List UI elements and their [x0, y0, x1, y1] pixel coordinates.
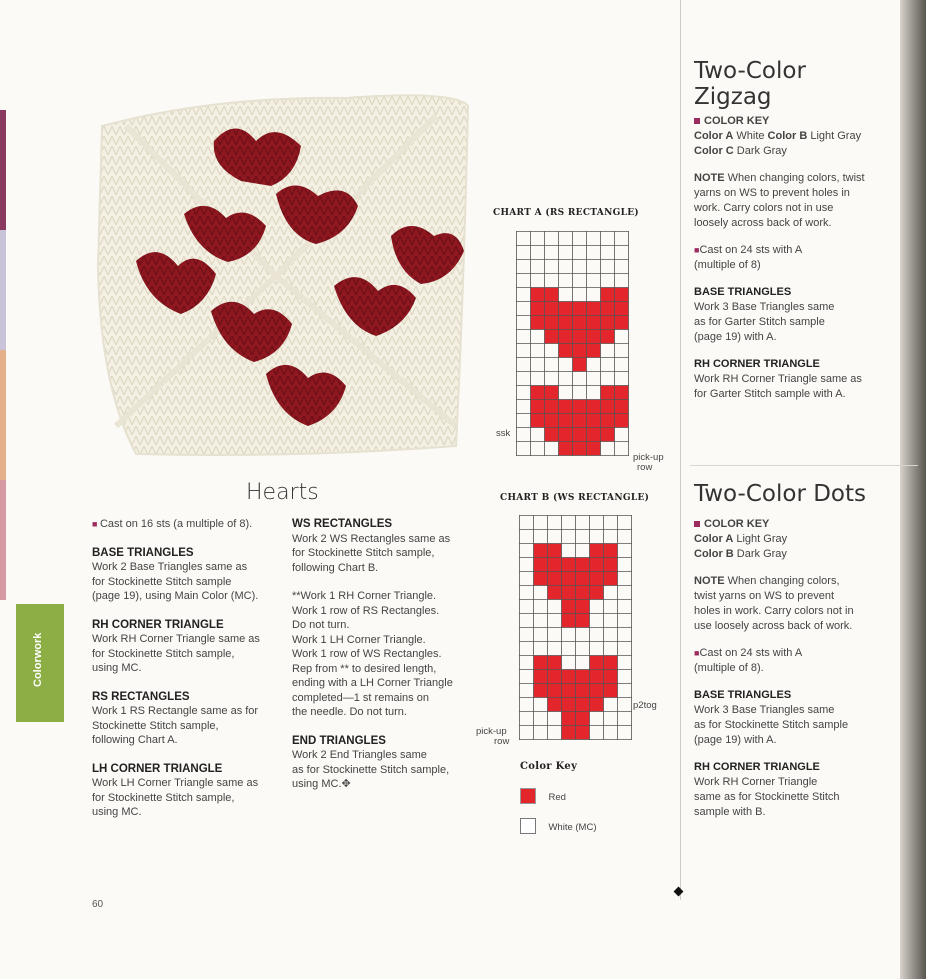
- note-text: When changing colors,: [724, 575, 840, 587]
- chart-red-cell: [534, 656, 548, 670]
- chart-red-cell: [548, 656, 562, 670]
- chart-a-pickup-label: pick-up row: [633, 452, 664, 473]
- chart-red-cell: [534, 544, 548, 558]
- hearts-title: Hearts: [246, 480, 319, 505]
- cast-on-line: [694, 258, 894, 273]
- cast-on-line: [694, 243, 894, 258]
- instruction-line: sample with B.: [694, 806, 766, 818]
- hearts-left-sections: [92, 546, 282, 820]
- instruction-line: for Stockinette Stitch sample,: [92, 791, 235, 804]
- chart-red-cell: [601, 316, 615, 330]
- chart-red-cell: [615, 386, 629, 400]
- chart-red-cell: [534, 670, 548, 684]
- instruction-line: following Chart B.: [292, 561, 379, 574]
- section-heading: BASE TRIANGLES: [92, 546, 194, 559]
- chart-red-cell: [587, 428, 601, 442]
- section-tab-label: Colorwork: [32, 632, 44, 688]
- chart-red-cell: [590, 670, 604, 684]
- instruction-line: Work 3 Base Triangles same: [694, 704, 835, 716]
- chart-red-cell: [534, 572, 548, 586]
- note-text: twist yarns on WS to prevent: [694, 590, 834, 602]
- instruction-line: completed—1 st remains on: [292, 691, 429, 704]
- section-heading: RH CORNER TRIANGLE: [694, 358, 820, 370]
- chart-red-cell: [545, 428, 559, 442]
- chart-red-cell: [559, 400, 573, 414]
- note-line: [694, 201, 894, 216]
- instruction-line: Work 2 WS Rectangles same as: [292, 532, 451, 545]
- instruction-line: Work RH Corner Triangle: [694, 776, 818, 788]
- note-line: [694, 589, 894, 604]
- dots-sections: [694, 688, 894, 820]
- chart-red-cell: [545, 302, 559, 316]
- hearts-right-column: [292, 507, 482, 792]
- chart-b-title: CHART B (WS RECTANGLE): [500, 493, 650, 503]
- instruction-line: Work RH Corner Triangle same as: [694, 373, 862, 385]
- chart-red-cell: [534, 558, 548, 572]
- chart-red-cell: [562, 670, 576, 684]
- chart-red-cell: [615, 288, 629, 302]
- instruction-line: for Stockinette Stitch sample: [92, 575, 232, 588]
- chart-red-cell: [531, 302, 545, 316]
- chart-red-cell: [576, 600, 590, 614]
- chart-b-pickup-label: pick-up row: [476, 726, 510, 747]
- chart-red-cell: [587, 316, 601, 330]
- chart-red-cell: [548, 572, 562, 586]
- chart-red-cell: [587, 442, 601, 456]
- instruction-section: [694, 285, 894, 345]
- chart-red-cell: [587, 330, 601, 344]
- hearts-left-column: [92, 517, 282, 820]
- instruction-line: using MC.: [92, 806, 142, 818]
- chart-red-cell: [615, 302, 629, 316]
- chart-red-cell: [562, 572, 576, 586]
- chart-red-cell: [604, 572, 618, 586]
- chart-red-cell: [601, 302, 615, 316]
- chart-red-cell: [590, 684, 604, 698]
- note-label: NOTE: [694, 172, 725, 184]
- chart-red-cell: [559, 330, 573, 344]
- instruction-line: Work LH Corner Triangle same as: [92, 777, 259, 789]
- chart-red-cell: [604, 684, 618, 698]
- section-heading: WS RECTANGLES: [292, 518, 393, 530]
- chart-red-cell: [590, 572, 604, 586]
- cast-on-text: (multiple of 8): [694, 259, 761, 271]
- note-line: [694, 216, 894, 231]
- dots-cast-on: [694, 646, 894, 676]
- instruction-line: Work 1 row of WS Rectangles.: [292, 648, 442, 660]
- chart-red-cell: [576, 572, 590, 586]
- note-line: [694, 619, 894, 634]
- section-heading: RS RECTANGLES: [92, 690, 190, 703]
- instruction-section: [92, 690, 282, 748]
- instruction-line: using MC.: [92, 662, 142, 674]
- chart-red-cell: [545, 400, 559, 414]
- note-line: [694, 171, 894, 186]
- chart-red-cell: [601, 386, 615, 400]
- edge-bar: [0, 480, 6, 600]
- chart-red-cell: [531, 316, 545, 330]
- page-number: 60: [92, 899, 104, 910]
- chart-red-cell: [573, 428, 587, 442]
- white-swatch: [520, 818, 536, 834]
- chart-red-cell: [545, 386, 559, 400]
- zigzag-cast-on: [694, 243, 894, 273]
- chart-red-cell: [562, 698, 576, 712]
- dots-body: COLOR KEY Color A Light Gray Color B Dark Gray NOTE When changing colors, twist yarns on WS to prevent holes in work. Carry colors not in use loosely across back of work. ■Cast on 24 sts with A (multiple of 8). BASE TRIANGLES Work 3 Base Triangles same as for Stockinette Stitch sample (page 19) with A. RH CORNER TRIANGLE Work RH Corner Triangle same as for Stockinette Stitch sample with B.: [694, 517, 894, 820]
- chart-red-cell: [576, 712, 590, 726]
- column-divider: [680, 0, 681, 900]
- chart-red-cell: [587, 344, 601, 358]
- chart-a-ssk-label: ssk: [496, 428, 511, 439]
- chart-red-cell: [576, 684, 590, 698]
- instruction-line: following Chart A.: [92, 734, 178, 746]
- edge-bar: [0, 230, 6, 350]
- book-spine: [900, 0, 926, 979]
- color-key-title: Color Key: [520, 761, 578, 772]
- note-line: [694, 574, 894, 589]
- instruction-section: [694, 357, 894, 402]
- note-text: loosely across back of work.: [694, 217, 832, 229]
- hearts-swatch-photo: [96, 86, 472, 466]
- zigzag-color-key-heading: COLOR KEY: [694, 114, 894, 129]
- page-edge-tabs: [0, 0, 14, 979]
- instruction-line: Work 2 End Triangles same: [292, 749, 427, 761]
- chart-red-cell: [601, 288, 615, 302]
- chart-red-cell: [545, 330, 559, 344]
- chart-red-cell: [548, 670, 562, 684]
- chart-red-cell: [545, 288, 559, 302]
- chart-red-cell: [531, 288, 545, 302]
- chart-red-cell: [590, 558, 604, 572]
- chart-red-cell: [573, 316, 587, 330]
- zigzag-note: [694, 171, 894, 231]
- instruction-section: [292, 589, 482, 720]
- instruction-line: for Stockinette Stitch sample,: [92, 647, 235, 660]
- instruction-line: (page 19), using Main Color (MC).: [92, 590, 259, 602]
- instruction-line: for Garter Stitch sample with A.: [694, 388, 846, 400]
- chart-red-cell: [562, 684, 576, 698]
- chart-red-cell: [559, 302, 573, 316]
- chart-red-cell: [559, 428, 573, 442]
- instruction-line: Stockinette Stitch sample,: [92, 719, 219, 732]
- cast-on-text: (multiple of 8).: [694, 662, 764, 674]
- instruction-section: [292, 734, 482, 792]
- chart-red-cell: [545, 316, 559, 330]
- instruction-line: Rep from ** to desired length,: [292, 662, 437, 675]
- chart-red-cell: [534, 684, 548, 698]
- instruction-section: [292, 517, 482, 575]
- chart-red-cell: [615, 414, 629, 428]
- cast-on-text: Cast on 24 sts with A: [699, 647, 803, 659]
- chart-red-cell: [590, 656, 604, 670]
- chart-red-cell: [548, 544, 562, 558]
- chart-red-cell: [604, 558, 618, 572]
- edge-bar: [0, 350, 6, 480]
- instruction-line: the needle. Do not turn.: [292, 706, 407, 718]
- instruction-section: [694, 760, 894, 820]
- instruction-line: Work 1 RS Rectangle same as for: [92, 705, 259, 717]
- chart-red-cell: [573, 344, 587, 358]
- chart-red-cell: [548, 558, 562, 572]
- cast-on-text: Cast on 24 sts with A: [699, 244, 803, 256]
- instruction-line: as for Stockinette Stitch sample,: [292, 763, 450, 776]
- dots-color-key-heading: COLOR KEY: [694, 517, 894, 532]
- chart-red-cell: [548, 698, 562, 712]
- chart-red-cell: [604, 656, 618, 670]
- instruction-line: for Stockinette Stitch sample,: [292, 547, 435, 559]
- chart-red-cell: [601, 400, 615, 414]
- chart-red-cell: [559, 414, 573, 428]
- chart-red-cell: [576, 558, 590, 572]
- bullet-icon: ■: [694, 245, 700, 255]
- note-text: When changing colors, twist: [724, 172, 865, 184]
- chart-red-cell: [562, 726, 576, 740]
- chart-red-cell: [573, 330, 587, 344]
- chart-red-cell: [548, 684, 562, 698]
- section-heading: BASE TRIANGLES: [694, 689, 792, 701]
- bullet-icon: ■: [694, 648, 700, 658]
- instruction-line: Work 3 Base Triangles same: [694, 301, 835, 313]
- chart-red-cell: [601, 428, 615, 442]
- red-swatch: [520, 788, 536, 804]
- note-line: [694, 186, 894, 201]
- note-line: [694, 604, 894, 619]
- cast-on-line: [694, 661, 894, 676]
- chart-red-cell: [559, 316, 573, 330]
- dots-title: Two-Color Dots: [694, 481, 866, 507]
- chart-b-p2tog-label: p2tog: [633, 700, 657, 711]
- instruction-line: Work RH Corner Triangle same as: [92, 633, 260, 645]
- chart-red-cell: [573, 400, 587, 414]
- chart-red-cell: [576, 614, 590, 628]
- chart-red-cell: [562, 558, 576, 572]
- note-text: work. Carry colors not in use: [694, 202, 834, 214]
- instruction-line: same as for Stockinette Stitch: [694, 791, 840, 803]
- chart-red-cell: [573, 358, 587, 372]
- chart-a-title: CHART A (RS RECTANGLE): [493, 208, 639, 218]
- dots-note: [694, 574, 894, 634]
- chart-red-cell: [545, 414, 559, 428]
- cast-on-line: [694, 646, 894, 661]
- chart-red-cell: [573, 442, 587, 456]
- instruction-line: Work 1 LH Corner Triangle.: [292, 633, 426, 646]
- instruction-line: Work 2 Base Triangles same as: [92, 561, 248, 573]
- note-text: use loosely across back of work.: [694, 620, 853, 632]
- instruction-line: Do not turn.: [292, 619, 350, 631]
- section-heading: END TRIANGLES: [292, 734, 386, 747]
- chart-red-cell: [576, 670, 590, 684]
- chart-red-cell: [531, 400, 545, 414]
- chart-red-cell: [548, 586, 562, 600]
- section-divider: [690, 465, 918, 466]
- instruction-line: **Work 1 RH Corner Triangle.: [292, 590, 437, 602]
- section-heading: LH CORNER TRIANGLE: [92, 762, 223, 775]
- chart-red-cell: [562, 712, 576, 726]
- chart-red-cell: [587, 414, 601, 428]
- section-heading: BASE TRIANGLES: [694, 286, 792, 298]
- chart-red-cell: [615, 400, 629, 414]
- instruction-section: [694, 688, 894, 748]
- chart-red-cell: [590, 544, 604, 558]
- chart-b-grid: [519, 515, 632, 740]
- section-heading: RH CORNER TRIANGLE: [92, 618, 224, 631]
- note-text: holes in work. Carry colors not in: [694, 605, 854, 617]
- note-text: yarns on WS to prevent holes in: [694, 187, 850, 199]
- instruction-line: as for Garter Stitch sample: [694, 316, 825, 328]
- chart-red-cell: [576, 698, 590, 712]
- instruction-line: (page 19) with A.: [694, 734, 777, 746]
- bullet-icon: ■: [92, 519, 100, 529]
- chart-red-cell: [604, 544, 618, 558]
- instruction-section: [92, 618, 282, 676]
- chart-red-cell: [587, 400, 601, 414]
- color-key-red: Red: [520, 787, 566, 805]
- chart-a-grid: [516, 231, 629, 456]
- chart-red-cell: [604, 670, 618, 684]
- chart-red-cell: [531, 386, 545, 400]
- chart-red-cell: [576, 726, 590, 740]
- chart-red-cell: [531, 414, 545, 428]
- chart-red-cell: [562, 600, 576, 614]
- zigzag-title: Two-Color Zigzag: [694, 58, 806, 110]
- instruction-section: [92, 762, 282, 820]
- end-diamond-icon: [674, 887, 684, 897]
- chart-red-cell: [559, 442, 573, 456]
- instruction-line: ending with a LH Corner Triangle: [292, 677, 453, 689]
- instruction-line: using MC.✥: [292, 778, 351, 790]
- zigzag-sections: [694, 285, 894, 402]
- color-key-white: White (MC): [520, 817, 596, 835]
- chart-red-cell: [559, 344, 573, 358]
- chart-red-cell: [601, 330, 615, 344]
- chart-red-cell: [576, 586, 590, 600]
- instruction-line: (page 19) with A.: [694, 331, 777, 343]
- instruction-line: as for Stockinette Stitch sample: [694, 719, 849, 731]
- edge-bar: [0, 110, 6, 230]
- chart-red-cell: [562, 586, 576, 600]
- section-heading: RH CORNER TRIANGLE: [694, 761, 820, 773]
- chart-red-cell: [601, 414, 615, 428]
- cast-on-line: ■ Cast on 16 sts (a multiple of 8).: [92, 518, 253, 530]
- instruction-section: [92, 546, 282, 604]
- chart-red-cell: [573, 302, 587, 316]
- instruction-line: Work 1 row of RS Rectangles.: [292, 604, 440, 617]
- chart-red-cell: [573, 414, 587, 428]
- chart-red-cell: [590, 698, 604, 712]
- chart-red-cell: [615, 316, 629, 330]
- chart-red-cell: [562, 614, 576, 628]
- note-label: NOTE: [694, 575, 725, 587]
- chart-red-cell: [587, 302, 601, 316]
- zigzag-body: COLOR KEY Color A White Color B Light Gray Color C Dark Gray NOTE When changing colors, twist yarns on WS to prevent holes in work. Carry colors not in use loosely across back of work. ■Cast on 24 sts with A (multiple of 8) BASE TRIANGLES Work 3 Base Triangles same as for Garter Stitch sample (page 19) with A. RH CORNER TRIANGLE Work RH Corner Triangle same as for Garter Stitch sample with A.: [694, 114, 894, 402]
- chart-red-cell: [590, 586, 604, 600]
